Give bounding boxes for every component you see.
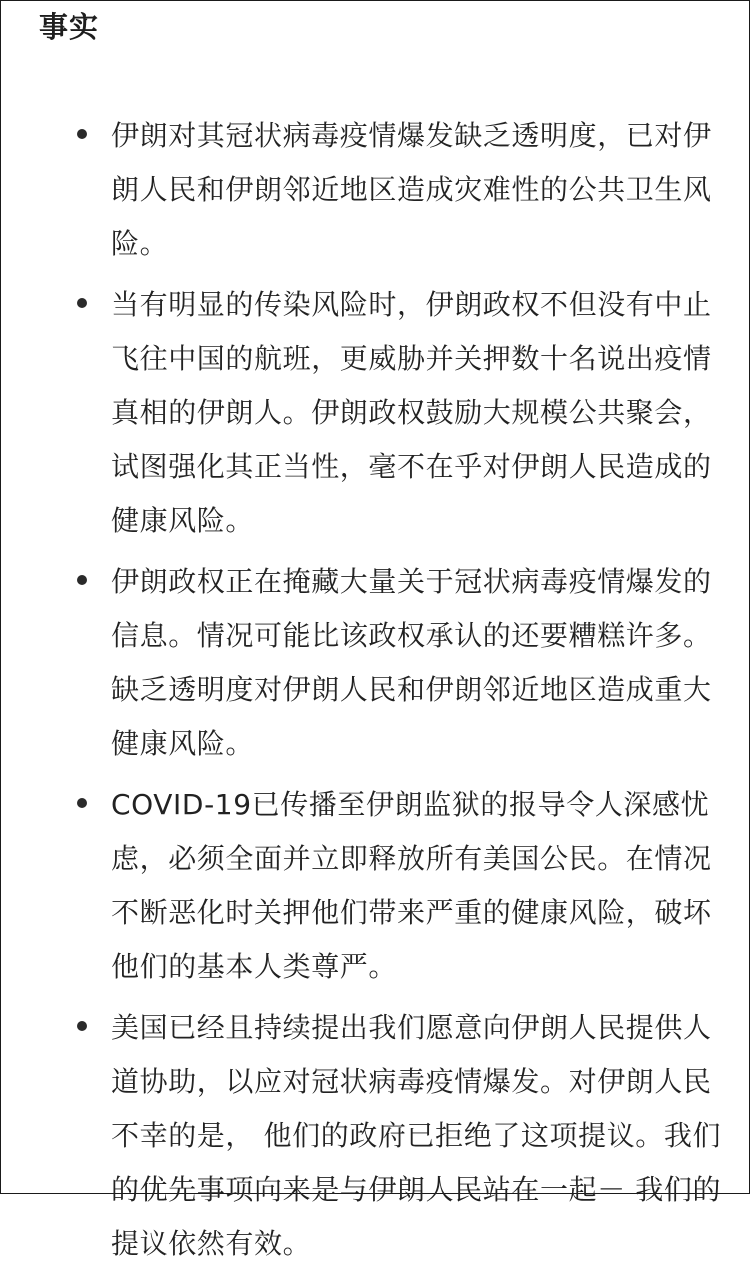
bullet-dot-icon: [77, 1021, 87, 1031]
list-item: [1, 109, 751, 271]
bullet-dot-icon: [77, 798, 87, 808]
list-item: [1, 555, 751, 771]
section-heading: 事实: [39, 10, 100, 44]
list-item: [1, 278, 751, 548]
fact-text: 美国已经且持续提出我们愿意向伊朗人民提供人道协助，以应对冠状病毒疫情爆发。对伊朗人民不幸的是， 他们的政府已拒绝了这项提议。我们的优先事项向来是与伊朗人民站在一起－ 我们的提议依然有效。: [111, 1011, 722, 1260]
fact-text: 伊朗对其冠状病毒疫情爆发缺乏透明度，已对伊朗人民和伊朗邻近地区造成灾难性的公共卫生风险。: [111, 119, 712, 260]
facts-list: [1, 109, 751, 1278]
list-item: [1, 1001, 751, 1271]
fact-text: 伊朗政权正在掩藏大量关于冠状病毒疫情爆发的信息。情况可能比该政权承认的还要糟糕许多。缺乏透明度对伊朗人民和伊朗邻近地区造成重大健康风险。: [111, 565, 712, 760]
fact-text: COVID-19已传播至伊朗监狱的报导令人深感忧虑，必须全面并立即释放所有美国公民。在情况不断恶化时关押他们带来严重的健康风险，破坏他们的基本人类尊严。: [111, 788, 712, 983]
bullet-dot-icon: [77, 575, 87, 585]
list-item: [1, 778, 751, 994]
bullet-dot-icon: [77, 129, 87, 139]
fact-text: 当有明显的传染风险时，伊朗政权不但没有中止飞往中国的航班，更威胁并关押数十名说出疫情真相的伊朗人。伊朗政权鼓励大规模公共聚会，试图强化其正当性，毫不在乎对伊朗人民造成的健康风险。: [111, 288, 712, 537]
bullet-dot-icon: [77, 298, 87, 308]
